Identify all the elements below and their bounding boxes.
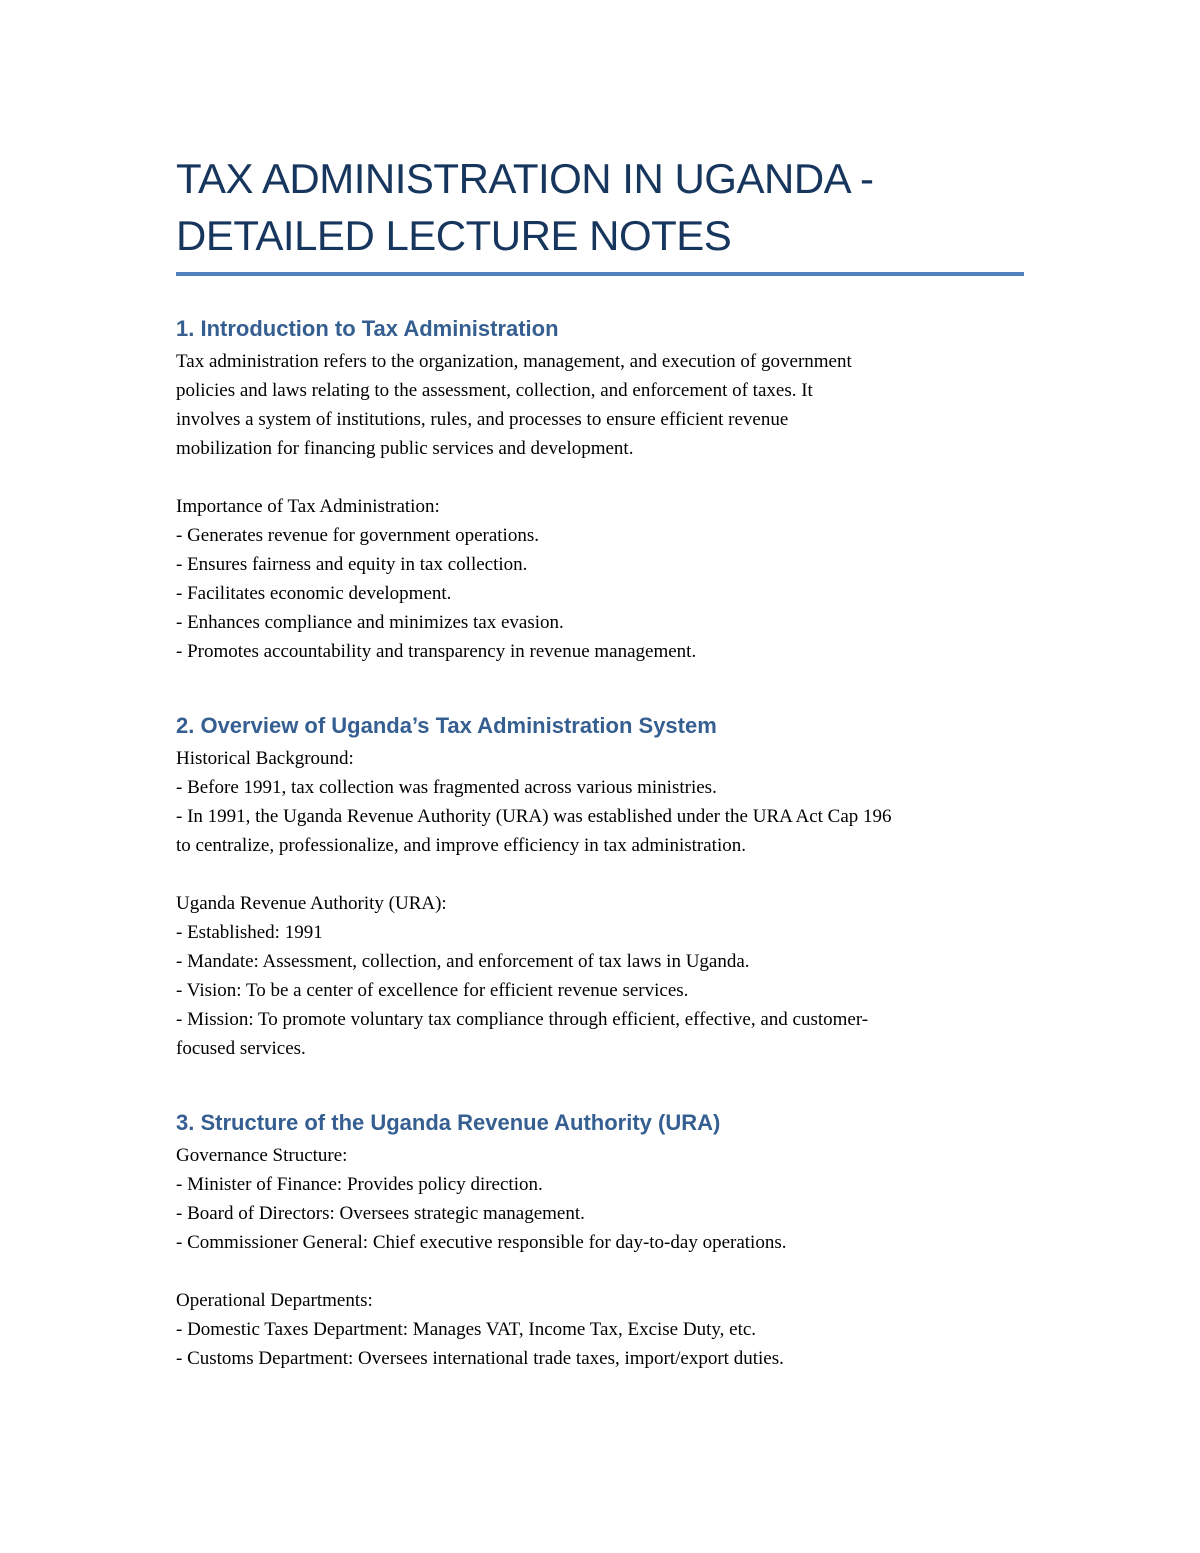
section-overview (176, 711, 1026, 1063)
section-introduction (176, 314, 1026, 666)
list-item: - Generates revenue for government operations. (176, 525, 539, 546)
document-body (176, 150, 1026, 1373)
section-heading: 1. Introduction to Tax Administration (176, 316, 559, 341)
list-item: - Mandate: Assessment, collection, and enforcement of tax laws in Uganda. (176, 951, 750, 972)
list-item: - Facilitates economic development. (176, 583, 452, 604)
section-heading: 2. Overview of Uganda’s Tax Administration System (176, 713, 717, 738)
list-item: - Minister of Finance: Provides policy direction. (176, 1174, 543, 1195)
list-item: - Board of Directors: Oversees strategic management. (176, 1203, 585, 1224)
section-heading: 3. Structure of the Uganda Revenue Authority (URA) (176, 1110, 721, 1135)
paragraph-line: policies and laws relating to the assessment, collection, and enforcement of taxes. It (176, 380, 813, 401)
list-item: - Enhances compliance and minimizes tax evasion. (176, 612, 564, 633)
list-item: - Vision: To be a center of excellence for efficient revenue services. (176, 980, 689, 1001)
paragraph-line: involves a system of institutions, rules, and processes to ensure efficient revenue (176, 409, 789, 430)
governance-label: Governance Structure: (176, 1145, 348, 1166)
list-item: focused services. (176, 1038, 306, 1059)
list-item: to centralize, professionalize, and improve efficiency in tax administration. (176, 835, 746, 856)
list-item: - Established: 1991 (176, 922, 323, 943)
title-line-2: DETAILED LECTURE NOTES (176, 212, 732, 259)
list-item: - In 1991, the Uganda Revenue Authority (URA) was established under the URA Act Cap 196 (176, 806, 892, 827)
list-item: - Customs Department: Oversees international trade taxes, import/export duties. (176, 1348, 784, 1369)
section-structure (176, 1108, 1026, 1373)
document-title (176, 150, 1026, 264)
list-item: - Before 1991, tax collection was fragmented across various ministries. (176, 777, 717, 798)
paragraph-line: Tax administration refers to the organization, management, and execution of government (176, 351, 852, 372)
list-item: - Mission: To promote voluntary tax compliance through efficient, effective, and customer- (176, 1009, 869, 1030)
title-line-1: TAX ADMINISTRATION IN UGANDA - (176, 155, 874, 202)
title-underline-rule (176, 272, 1024, 276)
list-item: - Promotes accountability and transparency in revenue management. (176, 641, 697, 662)
paragraph-line: mobilization for financing public services and development. (176, 438, 634, 459)
ura-label: Uganda Revenue Authority (URA): (176, 893, 447, 914)
list-item: - Ensures fairness and equity in tax collection. (176, 554, 528, 575)
operational-label: Operational Departments: (176, 1290, 373, 1311)
historical-label: Historical Background: (176, 748, 354, 769)
list-item: - Domestic Taxes Department: Manages VAT, Income Tax, Excise Duty, etc. (176, 1319, 757, 1340)
list-item: - Commissioner General: Chief executive responsible for day-to-day operations. (176, 1232, 787, 1253)
importance-label: Importance of Tax Administration: (176, 496, 440, 517)
